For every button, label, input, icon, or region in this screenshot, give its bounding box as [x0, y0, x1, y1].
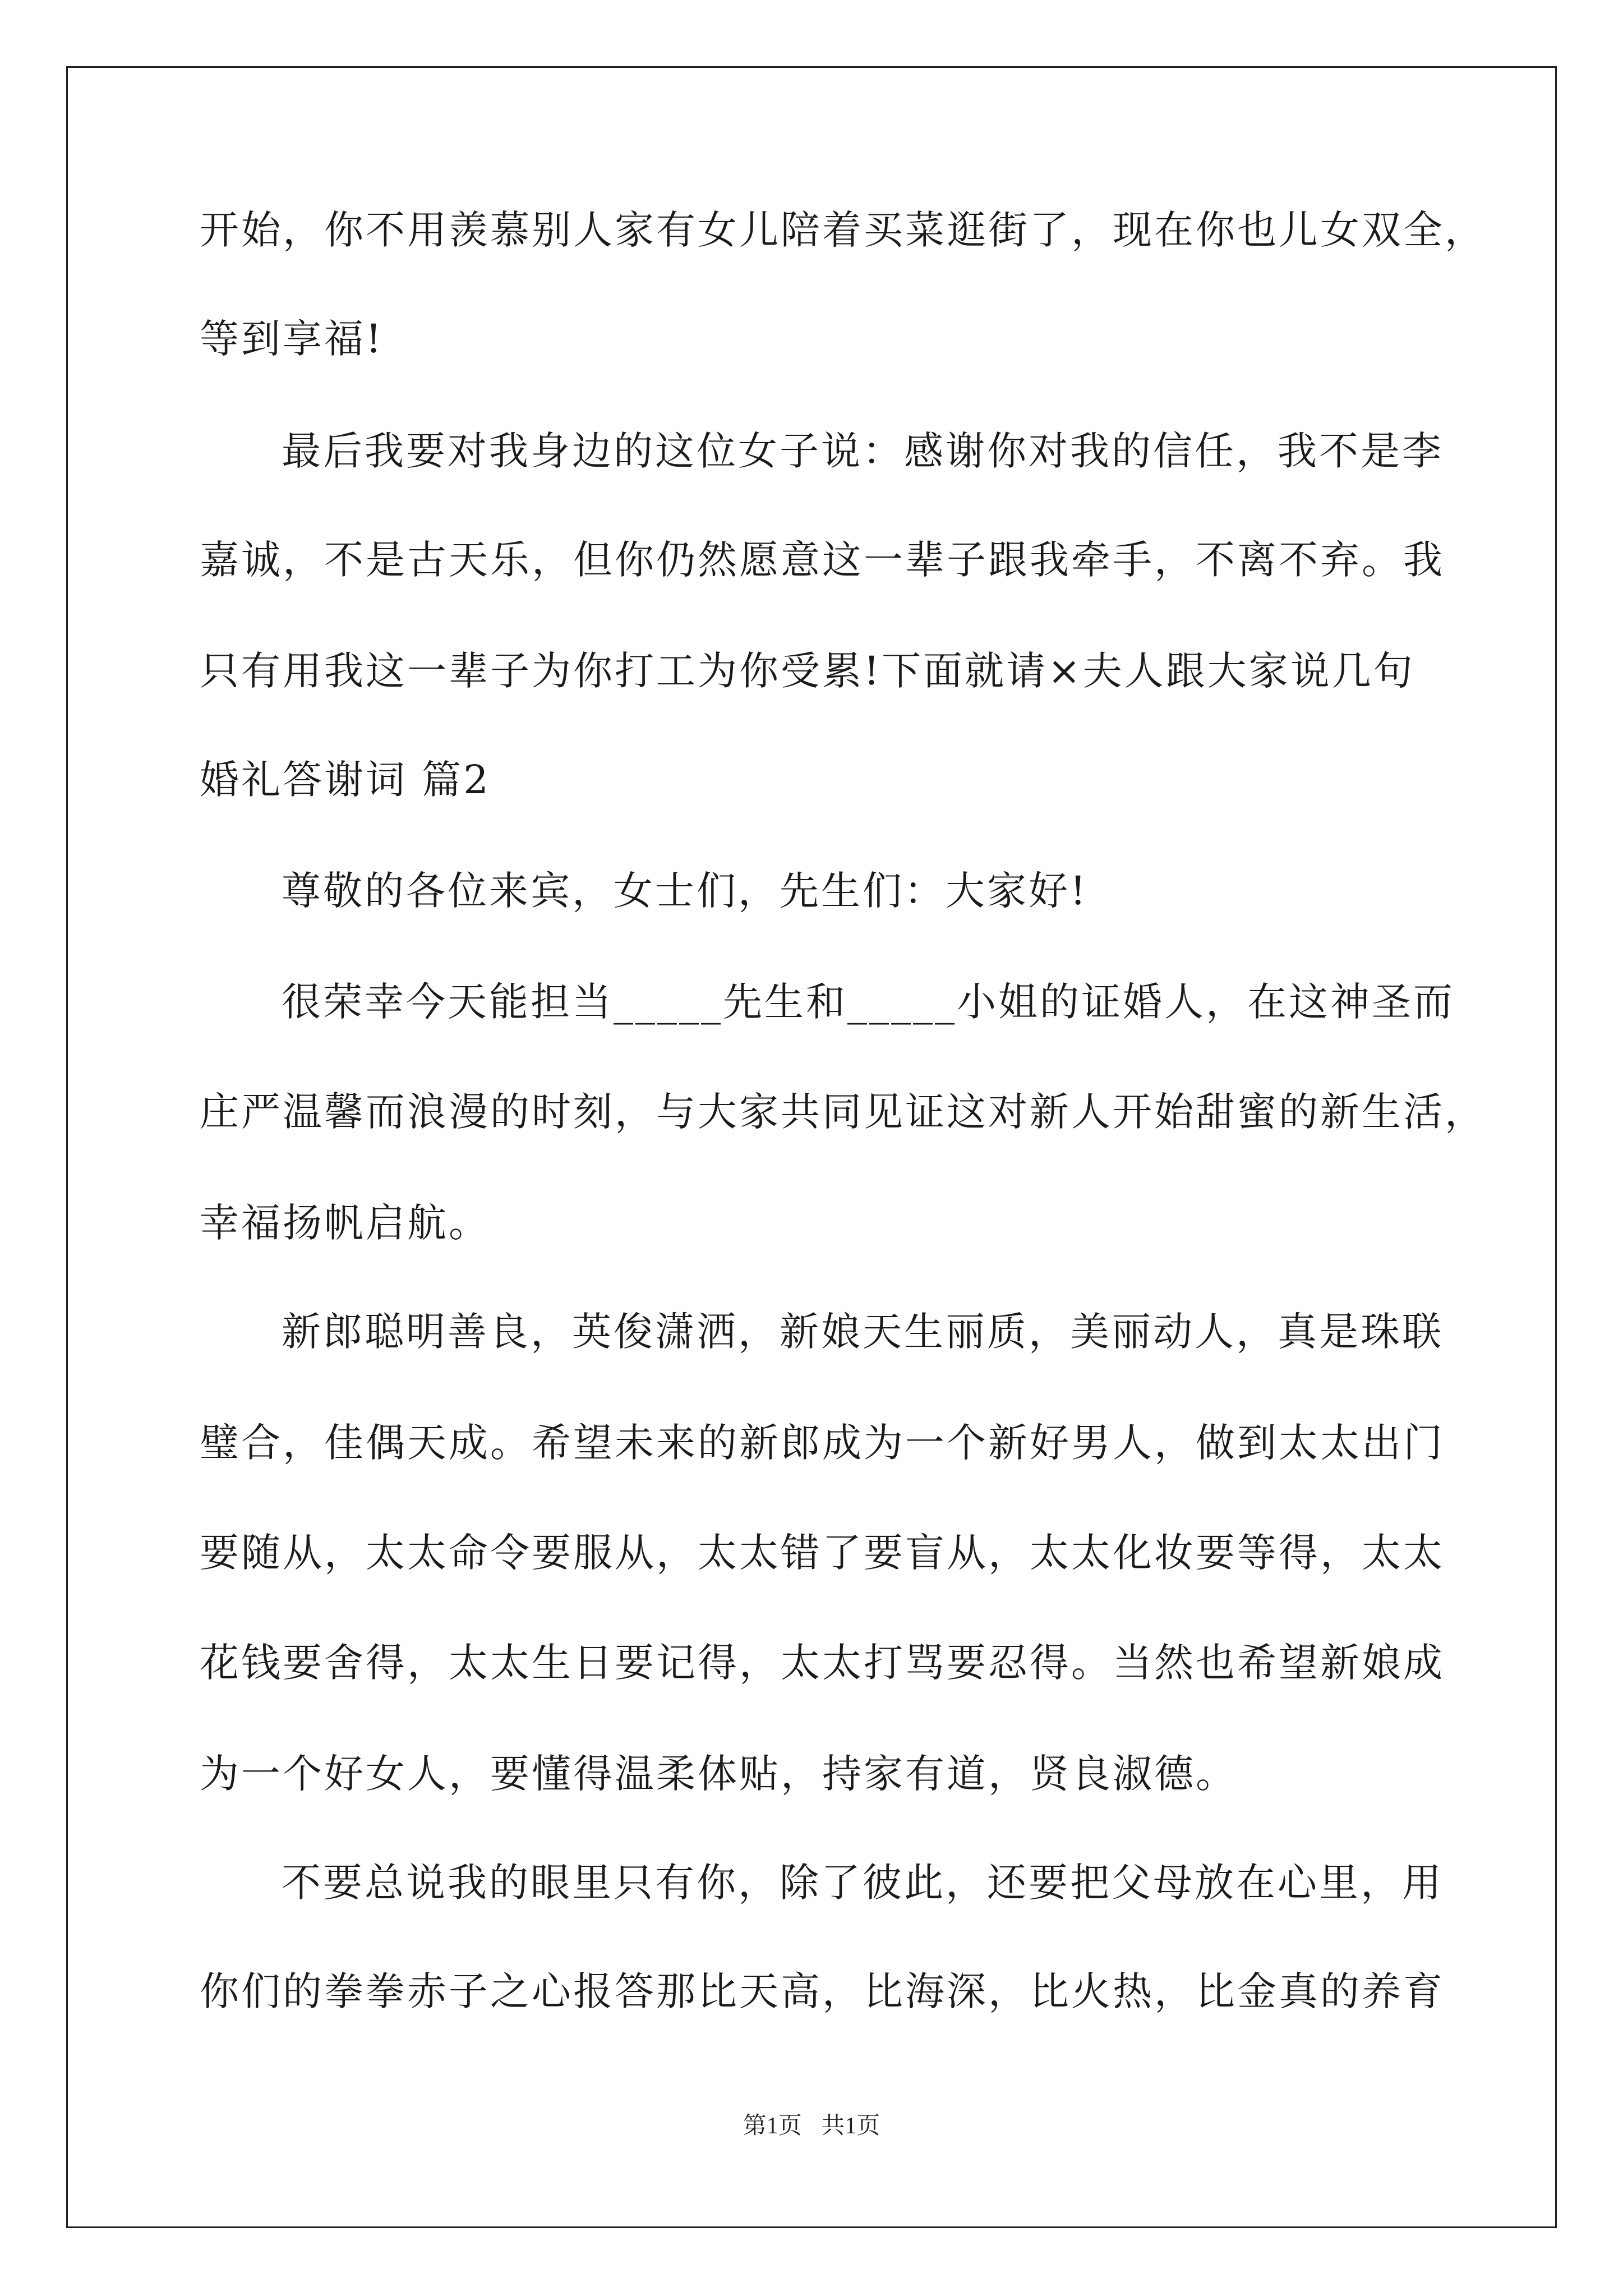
- text-line: 庄严温馨而浪漫的时刻，与大家共同见证这对新人开始甜蜜的新生活，: [200, 1089, 1486, 1135]
- text-line: 等到享福!: [200, 316, 384, 362]
- page-number-total: 共1页: [821, 2113, 880, 2139]
- text-line: 只有用我这一辈子为你打工为你受累!下面就请×夫人跟大家说几句: [200, 648, 1415, 694]
- text-line: 花钱要舍得，太太生日要记得，太太打骂要忍得。当然也希望新娘成: [200, 1640, 1445, 1686]
- text-line: 为一个好女人，要懂得温柔体贴，持家有道，贤良淑德。: [200, 1751, 1237, 1797]
- text-line: 新郎聪明善良，英俊潇洒，新娘天生丽质，美丽动人，真是珠联: [282, 1309, 1444, 1355]
- text-line: 最后我要对我身边的这位女子说：感谢你对我的信任，我不是李: [282, 428, 1444, 474]
- text-line: 你们的拳拳赤子之心报答那比天高，比海深，比火热，比金真的养育: [200, 1968, 1445, 2014]
- text-line: 璧合，佳偶天成。希望未来的新郎成为一个新好男人，做到太太出门: [200, 1420, 1445, 1466]
- text-line: 嘉诚，不是古天乐，但你仍然愿意这一辈子跟我牵手，不离不弃。我: [200, 537, 1445, 583]
- text-line: 不要总说我的眼里只有你，除了彼此，还要把父母放在心里，用: [282, 1860, 1444, 1906]
- text-line: 尊敬的各位来宾，女士们，先生们：大家好!: [282, 868, 1089, 914]
- page-number-current: 第1页: [743, 2113, 802, 2139]
- text-line: 很荣幸今天能担当_____先生和_____小姐的证婚人，在这神圣而: [282, 979, 1455, 1025]
- text-line: 幸福扬帆启航。: [200, 1200, 490, 1246]
- section-heading: 婚礼答谢词 篇2: [200, 757, 491, 803]
- text-line: 开始，你不用羡慕别人家有女儿陪着买菜逛街了，现在你也儿女双全，: [200, 207, 1486, 253]
- page-footer: [0, 2109, 1623, 2143]
- text-line: 要随从，太太命令要服从，太太错了要盲从，太太化妆要等得，太太: [200, 1530, 1445, 1576]
